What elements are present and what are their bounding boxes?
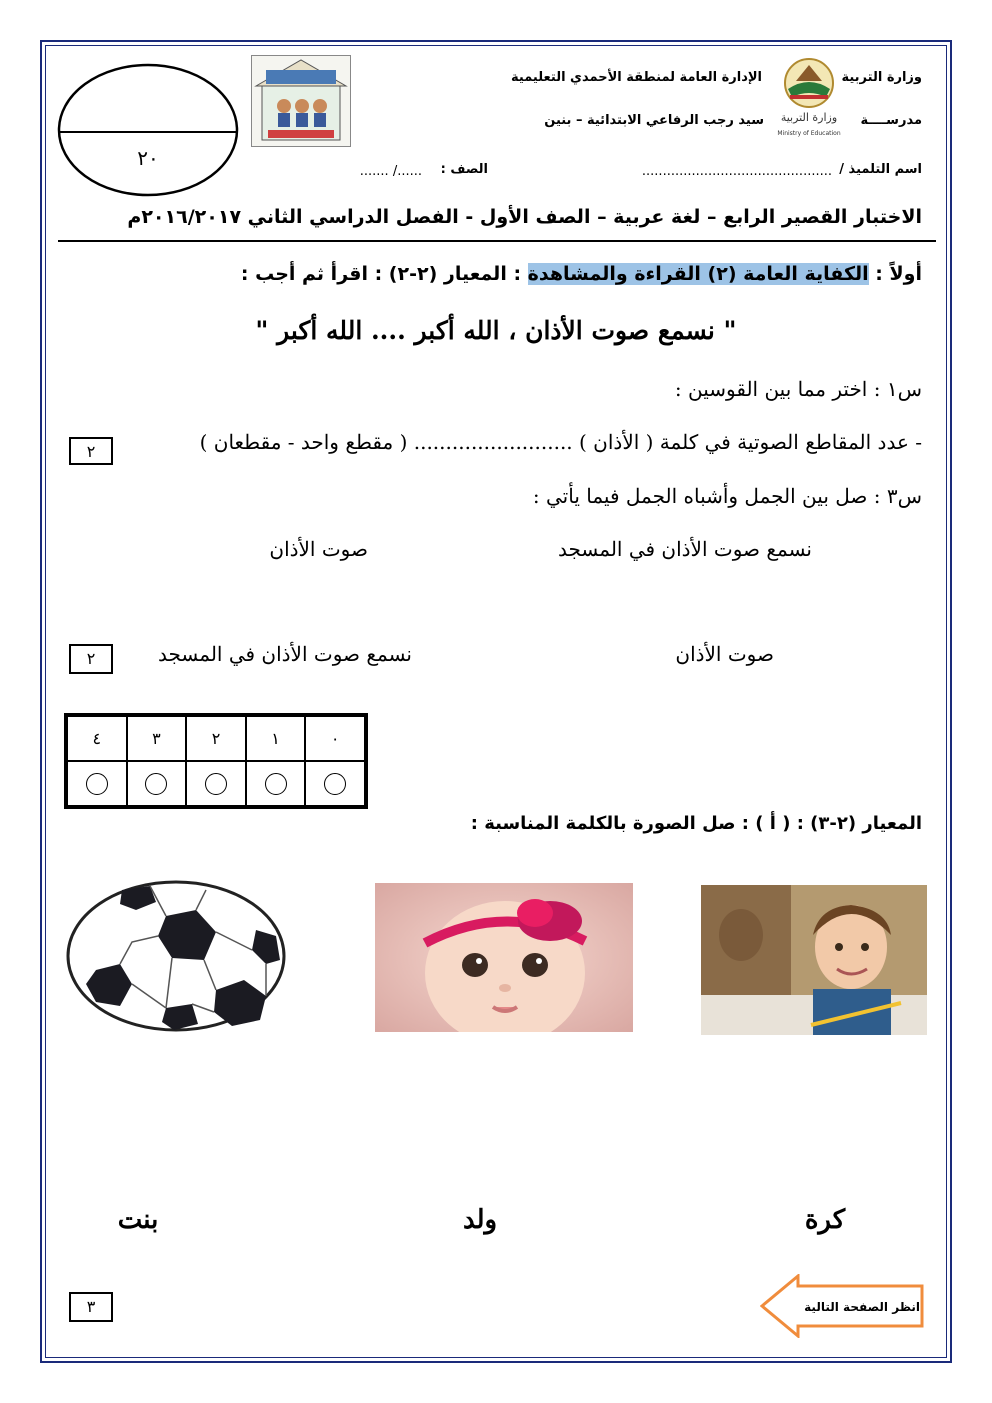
school-logo-icon xyxy=(252,56,350,146)
grade-option-1[interactable] xyxy=(246,761,306,806)
student-name-field[interactable]: .............................................. xyxy=(641,164,832,179)
school-label: مدرســــة xyxy=(860,113,922,128)
section2-standard: المعيار (٢-٣) : ( أ ) : صل الصورة بالكلمة المناسبة : xyxy=(470,813,922,834)
circle-icon xyxy=(86,773,108,795)
grade-label: ١ xyxy=(246,716,306,761)
page-number: ٣ xyxy=(69,1292,113,1322)
class-field[interactable]: ....../ ....... xyxy=(359,164,422,179)
q1-score-box: ٢ xyxy=(69,437,113,465)
match-row1-left[interactable]: صوت الأذان xyxy=(269,537,368,561)
soccer-ball-image[interactable] xyxy=(66,880,286,1032)
student-name-label: اسم التلميذ / xyxy=(839,162,922,177)
grade-label: ٤ xyxy=(67,716,127,761)
emblem-text: وزارة التربية xyxy=(780,111,838,124)
circle-icon xyxy=(324,773,346,795)
next-page-label[interactable]: انظر الصفحة التالية xyxy=(804,1300,920,1314)
grade-label: ٣ xyxy=(127,716,187,761)
q3-score-box: ٢ xyxy=(69,644,113,674)
grade-option-3[interactable] xyxy=(127,761,187,806)
ministry-emblem-icon xyxy=(776,55,842,145)
score-oval xyxy=(56,62,240,198)
baby-girl-image[interactable] xyxy=(375,883,633,1032)
title-divider xyxy=(58,240,936,242)
word-girl[interactable]: بنت xyxy=(117,1205,159,1235)
circle-icon xyxy=(145,773,167,795)
circle-icon xyxy=(265,773,287,795)
score-total: ٢٠ xyxy=(137,146,159,170)
class-label: الصف : xyxy=(440,162,488,177)
school-name: سيد رجب الرفاعي الابتدائية – بنين xyxy=(544,113,764,128)
circle-icon xyxy=(205,773,227,795)
emblem-subtext: Ministry of Education xyxy=(777,130,841,137)
competency-prefix: أولاً : xyxy=(868,263,922,285)
boy-image[interactable] xyxy=(701,885,927,1035)
competency-line xyxy=(241,263,922,285)
grade-label: ٢ xyxy=(186,716,246,761)
question-1: س١ : اختر مما بين القوسين : xyxy=(674,377,922,401)
exam-title: الاختبار القصير الرابع – لغة عربية – الصف الأول - الفصل الدراسي الثاني ٢٠١٦/٢٠١٧م xyxy=(127,206,922,228)
grade-label: ٠ xyxy=(305,716,365,761)
ministry-title: وزارة التربية xyxy=(841,70,922,85)
match-row2-left[interactable]: نسمع صوت الأذان في المسجد xyxy=(158,642,412,666)
standard-text: : المعيار (٢-٢) : اقرأ ثم أجب : xyxy=(240,263,528,285)
competency-highlight: الكفاية العامة (٢) القراءة والمشاهدة xyxy=(527,263,869,285)
word-boy[interactable]: ولد xyxy=(462,1205,498,1235)
match-row1-right[interactable]: نسمع صوت الأذان في المسجد xyxy=(558,537,812,561)
reading-quote: " نسمع صوت الأذان ، الله أكبر .... الله أكبر " xyxy=(255,316,737,345)
match-row2-right[interactable]: صوت الأذان xyxy=(675,642,774,666)
question-3: س٣ : صل بين الجمل وأشباه الجمل فيما يأتي : xyxy=(532,484,922,508)
grade-option-4[interactable] xyxy=(67,761,127,806)
question-1-item: - عدد المقاطع الصوتية في كلمة ( الأذان ) ......................... ( مقطع واحد - مقطعان ) xyxy=(199,430,922,454)
grade-scale-table xyxy=(64,713,368,809)
directorate-title: الإدارة العامة لمنطقة الأحمدي التعليمية xyxy=(511,70,762,85)
grade-option-2[interactable] xyxy=(186,761,246,806)
school-logo xyxy=(251,55,351,147)
word-ball[interactable]: كرة xyxy=(804,1205,846,1235)
grade-option-0[interactable] xyxy=(305,761,365,806)
